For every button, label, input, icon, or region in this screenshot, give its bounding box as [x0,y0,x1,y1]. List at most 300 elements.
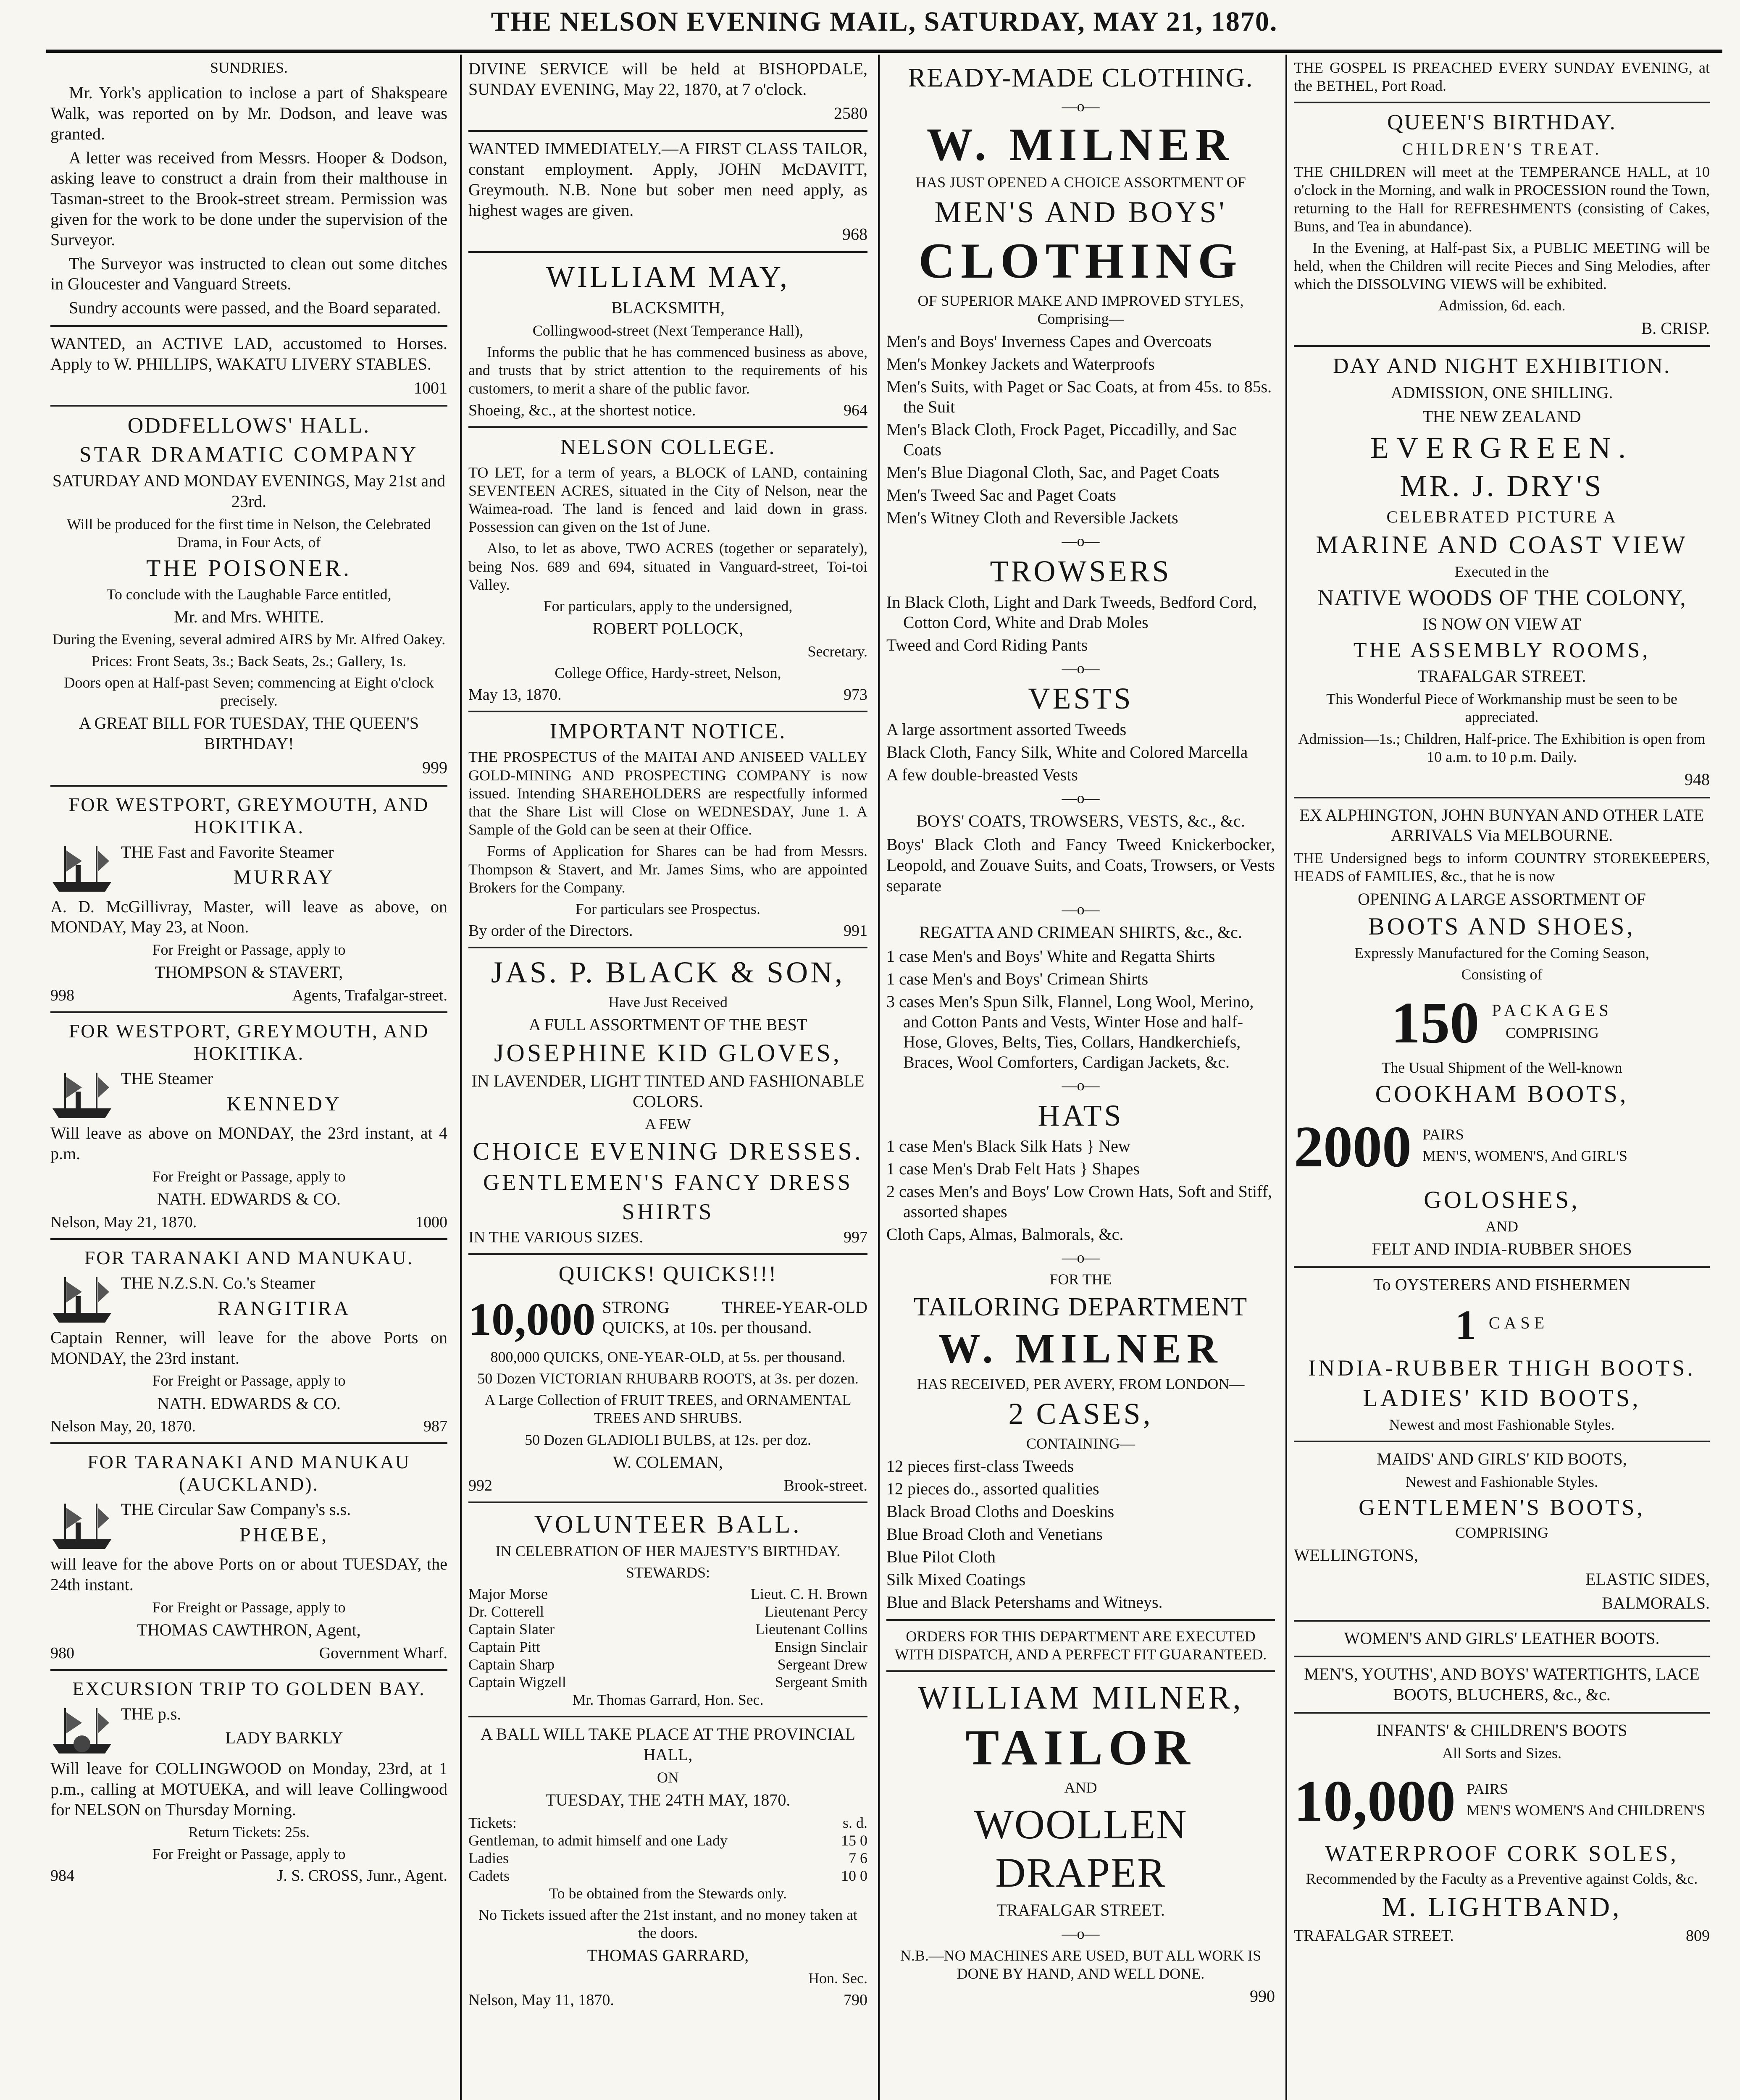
divider [50,1238,447,1240]
ticket-price: 10 0 [841,1867,867,1884]
divider [1294,1266,1710,1268]
ad-text: N.B.—NO MACHINES ARE USED, BUT ALL WORK IS DONE BY HAND, AND WELL DONE. [900,1947,1262,1982]
ad-text: MEN'S WOMEN'S And CHILDREN'S [1467,1801,1705,1819]
ad-text: Admission—1s.; Children, Half-price. The Exhibition is open from 10 a.m. to 10 p.m. Daily. [1298,730,1706,765]
column-rule [1285,55,1287,2100]
ad-text: Will leave as above on MONDAY, the 23rd instant, at 4 p.m. [50,1124,447,1163]
address: Collingwood-street (Next Temperance Hall), [532,322,804,339]
important-notice-ad [468,719,867,940]
product: SHIRTS [622,1199,714,1224]
ad-text: WANTED, an ACTIVE LAD, accustomed to Horses. Apply to W. PHILLIPS, WAKATU LIVERY STABLES. [50,333,447,373]
ad-lead: THE Circular Saw Company's s.s. [121,1500,351,1519]
list-item: Tweed and Cord Riding Pants [886,635,1088,654]
steamer-icon [50,1499,113,1554]
product: WELLINGTONS, [1294,1546,1418,1565]
ad-text: A BALL WILL TAKE PLACE AT THE PROVINCIAL HALL, [481,1725,855,1764]
steward: Lieutenant Percy [765,1603,867,1620]
divider [468,1716,867,1717]
list-item: 1 case Men's Black Silk Hats } New [886,1137,1130,1156]
ship-name: KENNEDY [226,1093,342,1115]
ad-number: 999 [422,758,447,777]
ad-text: No Tickets issued after the 21st instant, and no money taken at the doors. [478,1906,857,1942]
ad-text: THE NEW ZEALAND [1422,407,1581,426]
list-item: Blue Broad Cloth and Venetians [886,1524,1103,1544]
product: COOKHAM BOOTS, [1375,1080,1629,1108]
list-item: 1 case Men's Drab Felt Hats } Shapes [886,1159,1140,1179]
ad-text: IN CELEBRATION OF HER MAJESTY'S BIRTHDAY. [495,1542,841,1559]
wanted-lad-ad [50,333,447,398]
signer: ROBERT POLLOCK, [592,619,744,638]
steward: Captain Pitt [468,1638,540,1655]
shoeing: Shoeing, &c., at the shortest notice. [468,401,696,419]
big-number: 150 [1391,990,1480,1055]
farce-title: Mr. and Mrs. WHITE. [174,607,324,626]
oddfellows-ad [50,413,447,778]
agent-address: Government Wharf. [319,1644,447,1662]
by-order: By order of the Directors. [468,922,633,940]
paddle-steamer-icon [50,1704,113,1759]
big-number: 10,000 [468,1293,596,1345]
ad-name: WILLIAM MAY, [546,260,790,294]
signer-title: Hon. Sec. [808,1970,867,1987]
address: TRAFALGAR STREET. [996,1900,1165,1920]
ad-text: Newest and Fashionable Styles. [1406,1473,1598,1490]
black-son-ad [468,955,867,1247]
section-heading: REGATTA AND CRIMEAN SHIRTS, &c., &c. [919,922,1242,942]
signer: THOMAS GARRARD, [587,1946,749,1965]
ad-text: During the Evening, several admired AIRS by Mr. Alfred Oakey. [52,631,446,648]
ad-subheading: CHILDREN'S TREAT. [1402,139,1602,159]
apply: For Freight or Passage, apply to [152,1599,346,1616]
ad-text: THE CHILDREN will meet at the TEMPERANCE HALL, at 10 o'clock in the Morning, and walk in PROCESSION round the Town, returning to the Hall for REFRESHMENTS (consisting of Cakes, Buns, and Tea in abundance). [1294,163,1710,235]
ad-text: DIVINE SERVICE will be held at BISHOPDALE, SUNDAY EVENING, May 22, 1870, at 7 o'clock. [468,59,867,99]
ad-text: Captain Renner, will leave for the above Ports on MONDAY, the 23rd instant. [50,1328,447,1368]
divider [1294,1656,1710,1657]
column-2 [468,59,867,2100]
great-bill: A GREAT BILL FOR TUESDAY, THE QUEEN'S BIRTHDAY! [79,714,419,753]
trade: TAILOR [965,1719,1196,1776]
ship-name: LADY BARKLY [225,1728,343,1747]
ad-title: EVERGREEN. [1370,431,1633,465]
article-heading: SUNDRIES. [210,59,288,76]
phoebe-ad [50,1451,447,1662]
divider [1294,102,1710,103]
ad-text: Recommended by the Faculty as a Preventive against Colds, &c. [1306,1870,1698,1887]
gospel-ad [1294,59,1710,95]
ad-text: 50 Dozen GLADIOLI BULBS, at 12s. per doz. [525,1431,811,1448]
ad-text: ADMISSION, ONE SHILLING. [1390,383,1613,402]
product: JOSEPHINE KID GLOVES, [494,1039,842,1067]
ad-number: 980 [50,1644,74,1662]
ad-text: 50 Dozen VICTORIAN RHUBARB ROOTS, at 3s. per dozen. [477,1370,859,1387]
apply: For Freight or Passage, apply to [152,941,346,958]
column-4 [1294,59,1710,2100]
list-item: A large assortment assorted Tweeds [886,719,1127,739]
ad-date: Nelson May, 20, 1870. [50,1418,196,1436]
company-name: STAR DRAMATIC COMPANY [79,443,419,467]
agent-address: Agents, Trafalgar-street. [292,987,447,1005]
ad-text: PAIRS [1422,1126,1464,1143]
ad-heading: VOLUNTEER BALL. [534,1510,802,1538]
ad-number: 992 [468,1476,492,1494]
ad-heading: FOR TARANAKI AND MANUKAU. [84,1247,414,1268]
divider [50,405,447,407]
ornament: —o— [1062,1076,1100,1094]
ad-heading: IMPORTANT NOTICE. [549,719,786,744]
ad-text: Boys' Black Cloth and Fancy Tweed Knickerbocker, Leopold, and Zouave Suits, and Coats, Trowsers, or Vests separate [886,835,1275,895]
ticket-price: 7 6 [849,1849,867,1866]
agent: THOMAS CAWTHRON, Agent, [137,1620,361,1640]
exhibition-ad [1294,354,1710,790]
agent: NATH. EDWARDS & CO. [157,1394,341,1413]
ad-text: will leave for the above Ports on or about TUESDAY, the 24th instant. [50,1554,447,1594]
product: MEN'S, YOUTHS', AND BOYS' WATERTIGHTS, LACE BOOTS, BLUCHERS, &c., &c. [1304,1664,1700,1704]
list-item: In Black Cloth, Light and Dark Tweeds, Bedford Cord, Cotton Cord, White and Drab Moles [886,592,1257,632]
ad-text: OPENING A LARGE ASSORTMENT OF [1358,889,1646,908]
ad-text: COMPRISING [1455,1524,1549,1541]
paragraph: Mr. York's application to inclose a part of Shakspeare Walk, was reported on by Mr. Dodson, and leave was granted. [50,83,447,143]
ad-heading: FOR TARANAKI AND MANUKAU (AUCKLAND). [87,1451,410,1495]
divider [468,711,867,712]
paragraph: Sundry accounts were passed, and the Board separated. [69,298,441,318]
product: GOLOSHES, [1424,1186,1580,1214]
lightband-ad [1294,805,1710,1945]
list-item: 12 pieces do., assorted qualities [886,1479,1099,1498]
divider [468,130,867,132]
ad-text: Forms of Application for Shares can be had from Messrs. Thompson & Stavert, and Mr. James Sims, who are appointed Brokers for the Company. [468,843,867,896]
ad-heading: FOR WESTPORT, GREYMOUTH, AND HOKITIKA. [68,1020,429,1064]
ad-dates: SATURDAY AND MONDAY EVENINGS, May 21st and 23rd. [52,471,446,511]
ad-text: HAS JUST OPENED A CHOICE ASSORTMENT OF [915,173,1246,191]
ad-text: COMPRISING [1505,1024,1599,1042]
ad-text: FOR THE [1049,1271,1112,1288]
product: CLOTHING [918,232,1243,289]
steward: Captain Slater [468,1620,555,1638]
ad-lead: THE Fast and Favorite Steamer [121,842,334,861]
signer: B. CRISP. [1641,318,1710,338]
ad-number: 790 [844,1991,867,2009]
ball-date: TUESDAY, THE 24TH MAY, 1870. [545,1790,791,1809]
sundries-article [50,59,447,318]
ornament: —o— [1062,532,1100,549]
address: Brook-street. [783,1476,867,1494]
apply: For particulars, apply to the undersigned, [543,598,793,615]
section-heading: HATS [1038,1098,1124,1132]
trade: BLACKSMITH, [611,298,725,318]
ad-number: 968 [842,224,867,244]
product: GENTLEMEN'S BOOTS, [1359,1494,1645,1520]
product: BALMORALS. [1602,1593,1710,1612]
ship-name: MURRAY [233,866,335,889]
quicks-ad [468,1262,867,1495]
ad-text: Newest and most Fashionable Styles. [1389,1416,1615,1433]
ad-heading: EXCURSION TRIP TO GOLDEN BAY. [72,1677,426,1699]
ad-text: ORDERS FOR THIS DEPARTMENT ARE EXECUTED WITH DISPATCH, AND A PERFECT FIT GUARANTEED. [894,1628,1267,1663]
excursion-ad [50,1677,447,1885]
agent: J. S. CROSS, Junr., Agent. [277,1866,447,1885]
ad-heading: QUICKS! QUICKS!!! [558,1262,778,1286]
ad-number: 998 [50,987,74,1005]
ad-lead: THE Steamer [121,1069,213,1088]
apply: For Freight or Passage, apply to [152,1845,346,1862]
office: College Office, Hardy-street, Nelson, [555,664,781,682]
ad-text: Expressly Manufactured for the Coming Season, [1354,945,1649,962]
divider [1294,1441,1710,1442]
ad-text: In the Evening, at Half-past Six, a PUBLIC MEETING will be held, when the Children will recite Pieces and Sing Melodies, after which the DISSOLVING VIEWS will be exhibited. [1294,239,1710,293]
stewards-heading: STEWARDS: [626,1564,710,1581]
ad-name: W. MILNER [938,1325,1223,1372]
divider [886,1619,1275,1621]
ad-name: W. MILNER [926,118,1235,170]
list-item: Men's and Boys' Inverness Capes and Overcoats [886,331,1212,351]
ship-name: PHŒBE, [239,1524,329,1546]
ad-text: Will leave for COLLINGWOOD on Monday, 23rd, at 1 p.m., calling at MOTUEKA, and will leave Collingwood for NELSON on Thursday Morning. [50,1759,447,1819]
masthead: THE NELSON EVENING MAIL, SATURDAY, MAY 21, 1870. [491,6,1278,37]
ornament: —o— [1062,900,1100,918]
ad-number: 809 [1686,1927,1710,1945]
steamer-icon [50,1068,113,1123]
steward: Major Morse [468,1585,548,1602]
list-item: Cloth Caps, Almas, Balmorals, &c. [886,1225,1124,1244]
wanted-tailor-ad [468,139,867,244]
murray-ad [50,793,447,1005]
divider [50,325,447,327]
big-number: 1 [1455,1301,1476,1348]
ad-number: 990 [1250,1987,1275,2006]
prices: Prices: Front Seats, 3s.; Back Seats, 2s.; Gallery, 1s. [91,652,407,669]
cases: 2 CASES, [1008,1397,1153,1431]
signer-title: Secretary. [807,643,867,660]
product: INFANTS' & CHILDREN'S BOOTS [1376,1720,1627,1740]
divider [468,426,867,428]
ad-text: HAS RECEIVED, PER AVERY, FROM LONDON— [917,1375,1245,1392]
list-item: 3 cases Men's Spun Silk, Flannel, Long Wool, Merino, and Cotton Pants and Vests, Winter Hose and half-Hose, Gloves, Belts, Ties, Collars, Handkerchiefs, Braces, Wool Comforters, Cardigan Jackets, &c. [886,992,1254,1071]
product: GENTLEMEN'S FANCY DRESS [483,1169,853,1195]
ad-text: IN LAVENDER, LIGHT TINTED AND FASHIONABLE COLORS. [471,1071,865,1111]
big-number: 2000 [1294,1114,1411,1180]
paragraph: The Surveyor was instructed to clean out some ditches in Gloucester and Vanguard Streets. [50,254,447,294]
divider [50,1011,447,1013]
steward: Captain Sharp [468,1656,555,1673]
product: CHOICE EVENING DRESSES. [473,1137,863,1165]
ad-text: Also, to let as above, TWO ACRES (together or separately), being Nos. 689 and 694, situated in Vanguard-street, Toi-toi Valley. [468,540,867,593]
list-item: Black Cloth, Fancy Silk, White and Colored Marcella [886,742,1248,761]
product: INDIA-RUBBER THIGH BOOTS. [1308,1355,1695,1381]
ad-text: ON [657,1769,679,1786]
ad-number: 948 [1685,769,1710,789]
list-item: 1 case Men's and Boys' White and Regatta Shirts [886,946,1215,966]
ad-text: IN THE VARIOUS SIZES. [468,1228,643,1246]
doors: Doors open at Half-past Seven; commencing at Eight o'clock precisely. [64,674,434,709]
list-item: Men's Monkey Jackets and Waterproofs [886,354,1155,373]
kennedy-ad [50,1020,447,1231]
ad-text: THE PROSPECTUS of the MAITAI AND ANISEED VALLEY GOLD-MINING AND PROSPECTING COMPANY is now issued. Intending SHAREHOLDERS are respectfully informed that the Share List will Close on WEDNESDAY, June 1. A Sample of the Gold can be seen at their Office. [468,748,867,838]
ad-text: CONTAINING— [1026,1435,1135,1452]
masthead-rule [46,50,1722,53]
ornament: —o— [1062,789,1100,806]
ad-text: Executed in the [1455,563,1549,580]
ad-text: OF SUPERIOR MAKE AND IMPROVED STYLES, Comprising— [917,292,1244,327]
ornament: —o— [1062,1925,1100,1942]
ad-lead: THE p.s. [121,1704,181,1723]
divider [50,1442,447,1444]
divider [1294,345,1710,347]
ticket-price: 15 0 [841,1832,867,1849]
steward: Sergeant Smith [775,1673,867,1690]
product: ELASTIC SIDES, [1585,1569,1710,1588]
ad-text: THE Undersigned begs to inform COUNTRY STOREKEEPERS, HEADS of FAMILIES, &c., that he is now [1294,850,1710,885]
ad-name: M. LIGHTBAND, [1382,1892,1622,1923]
list-item: Men's Suits, with Paget or Sac Coats, at from 45s. to 85s. the Suit [886,377,1272,416]
ticket-type: Gentleman, to admit himself and one Lady [468,1832,728,1849]
divider [1294,797,1710,798]
list-item: Blue Pilot Cloth [886,1547,996,1566]
ad-text: A FULL ASSORTMENT OF THE BEST [528,1015,807,1034]
ad-text: A Large Collection of FRUIT TREES, and ORNAMENTAL TREES AND SHRUBS. [484,1391,852,1427]
list-item: 2 cases Men's and Boys' Low Crown Hats, Soft and Stiff, assorted shapes [886,1182,1272,1221]
column-rule [460,55,462,2100]
ad-text: A. D. McGillivray, Master, will leave as above, on MONDAY, May 23, at Noon. [50,897,447,937]
ad-text: STRONG THREE-YEAR-OLD QUICKS, at 10s. per thousand. [602,1297,867,1337]
ad-date: Nelson, May 11, 1870. [468,1991,614,2009]
ship-name: RANGITIRA [217,1297,351,1320]
divider [50,785,447,787]
product: WATERPROOF CORK SOLES, [1325,1840,1679,1866]
section-heading: TAILORING DEPARTMENT [913,1292,1248,1321]
big-number: 10,000 [1294,1768,1456,1834]
column-1 [50,59,447,2100]
ad-number: 973 [844,686,867,704]
ad-date: Nelson, May 21, 1870. [50,1213,197,1231]
ad-title: NATIVE WOODS OF THE COLONY, [1317,585,1686,610]
steamer-icon [50,1273,113,1328]
ad-text: PACKAGES [1492,1000,1613,1020]
ad-heading: DAY AND NIGHT EXHIBITION. [1333,354,1671,378]
ad-number: 991 [844,922,867,940]
ad-text: AND [1485,1218,1518,1235]
ad-name: WILLIAM MILNER, [918,1679,1243,1716]
product: MAIDS' AND GIRLS' KID BOOTS, [1377,1449,1627,1468]
ad-number: 1001 [414,378,447,397]
list-item: Black Broad Cloths and Doeskins [886,1502,1114,1521]
ad-text: Informs the public that he has commenced business as above, and trusts that by strict attention to the requirements of his customers, to merit a share of the public favor. [468,344,867,397]
steward: Sergeant Drew [777,1656,867,1673]
list-item: Silk Mixed Coatings [886,1570,1026,1589]
paragraph: A letter was received from Messrs. Hooper & Dodson, asking leave to construct a drain from their malthouse in Tasman-street to the Brook-street stream. Permission was given for the work to be done under the supervision of the Surveyor. [50,148,447,249]
apply: For Freight or Passage, apply to [152,1168,346,1185]
list-item: Men's Witney Cloth and Reversible Jackets [886,508,1178,527]
divider [50,1669,447,1671]
agent: NATH. EDWARDS & CO. [157,1189,341,1208]
signer: W. COLEMAN, [613,1452,723,1472]
ad-number: 2580 [834,103,867,123]
ad-text: All Sorts and Sizes. [1442,1744,1561,1761]
steward: Dr. Cotterell [468,1603,544,1620]
steward: Ensign Sinclair [775,1638,867,1655]
section-heading: VESTS [1028,681,1133,715]
ad-text: Will be produced for the first time in Nelson, the Celebrated Drama, in Four Acts, of [66,515,431,551]
currency-heading: s. d. [842,1814,867,1831]
ad-text: PAIRS [1467,1780,1508,1797]
ad-heading: QUEEN'S BIRTHDAY. [1387,110,1616,135]
ad-lead: THE N.Z.S.N. Co.'s Steamer [121,1273,315,1292]
ad-text: IS NOW ON VIEW AT [1422,614,1581,633]
ad-heading: EX ALPHINGTON, JOHN BUNYAN AND OTHER LATE ARRIVALS Via MELBOURNE. [1299,805,1704,845]
ad-date: May 13, 1870. [468,686,562,704]
ad-number: 997 [844,1228,867,1246]
divine-service-ad [468,59,867,123]
ad-heading: ODDFELLOWS' HALL. [127,414,371,438]
steward: Lieutenant Collins [755,1620,867,1638]
ornament: —o— [1062,97,1100,115]
ad-text: WANTED IMMEDIATELY.—A FIRST CLASS TAILOR, constant employment. Apply, JOHN McDAVITT, Greymouth. N.B. None but sober men need apply, as highest wages are given. [468,139,867,220]
list-item: Blue and Black Petershams and Witneys. [886,1592,1163,1612]
ad-text: The Usual Shipment of the Well-known [1381,1059,1622,1076]
nelson-college-ad [468,435,867,704]
ad-number: 987 [423,1418,447,1436]
section-heading: BOYS' COATS, TROWSERS, VESTS, &c., &c. [916,811,1245,830]
address: TRAFALGAR STREET. [1294,1927,1454,1945]
divider [1294,1712,1710,1714]
ad-name: MR. J. DRY'S [1400,469,1604,503]
tickets-heading: Tickets: [468,1814,517,1831]
hon-sec: Mr. Thomas Garrard, Hon. Sec. [572,1691,764,1708]
ad-text: Consisting of [1461,966,1543,983]
venue: THE ASSEMBLY ROOMS, [1353,638,1651,662]
list-item: Men's Black Cloth, Frock Paget, Piccadilly, and Sac Coats [886,420,1237,459]
divider [468,1502,867,1503]
product: WOMEN'S AND GIRLS' LEATHER BOOTS. [1344,1629,1660,1648]
column-rule [878,55,880,2100]
agent: THOMPSON & STAVERT, [155,963,343,982]
product: BOOTS AND SHOES, [1368,913,1635,940]
list-item: 1 case Men's and Boys' Crimean Shirts [886,969,1149,988]
divider [468,1253,867,1255]
milner-clothing-ad [886,62,1275,2007]
ad-number: 984 [50,1866,74,1885]
ornament: —o— [1062,1249,1100,1266]
particulars: For particulars see Prospectus. [576,900,760,917]
list-item: Men's Tweed Sac and Paget Coats [886,485,1116,504]
ad-text: 800,000 QUICKS, ONE-YEAR-OLD, at 5s. per thousand. [490,1348,846,1365]
section-heading: TROWSERS [990,554,1172,588]
ad-heading: NELSON COLLEGE. [560,435,776,459]
ad-text: To conclude with the Laughable Farce entitled, [106,585,392,603]
product: LADIES' KID BOOTS, [1363,1384,1641,1412]
list-item: Men's Blue Diagonal Cloth, Sac, and Paget Coats [886,462,1220,482]
ad-text: TO LET, for a term of years, a BLOCK of LAND, containing SEVENTEEN ACRES, situated in the City of Nelson, near the Waimea-road. The land is fenced and laid down in grass. Possession can given on the 1st of June. [468,464,867,536]
ad-heading: READY-MADE CLOTHING. [908,63,1254,92]
list-item: 12 pieces first-class Tweeds [886,1456,1074,1475]
ticket-type: Cadets [468,1867,510,1884]
ad-number: 964 [844,401,867,419]
ticket-type: Ladies [468,1849,509,1866]
ad-text: A FEW [645,1116,691,1133]
divider [886,1670,1275,1672]
divider [468,947,867,948]
list-item: A few double-breasted Vests [886,765,1078,784]
product: MEN'S AND BOYS' [934,195,1227,229]
ad-text: THE GOSPEL IS PREACHED EVERY SUNDAY EVENING, at the BETHEL, Port Road. [1294,59,1710,94]
apply: For Freight or Passage, apply to [152,1372,346,1389]
tickets: Return Tickets: 25s. [188,1824,310,1841]
ad-text: To OYSTERERS AND FISHERMEN [1373,1275,1630,1294]
ad-text: Have Just Received [608,993,728,1011]
play-title: THE POISONER. [146,555,352,582]
queens-birthday-ad [1294,110,1710,339]
product: FELT AND INDIA-RUBBER SHOES [1372,1239,1632,1259]
steward: Captain Wigzell [468,1673,566,1690]
